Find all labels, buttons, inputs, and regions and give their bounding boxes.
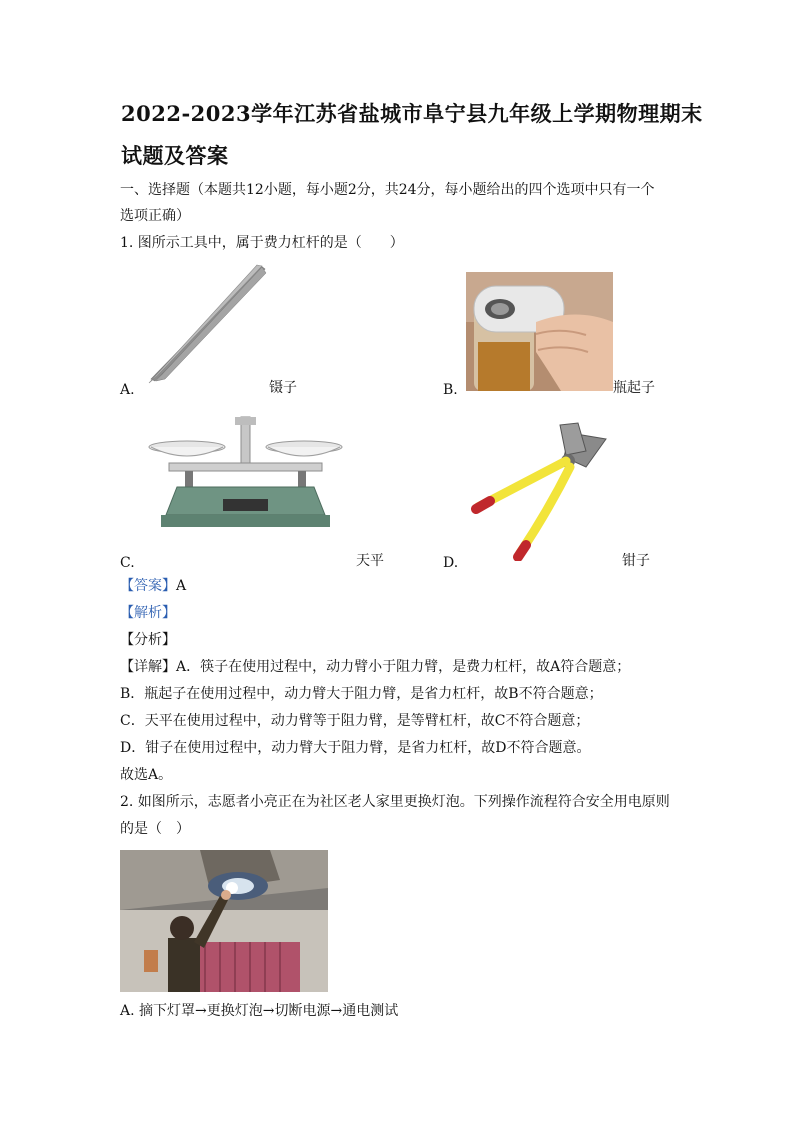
- answer-value: A: [176, 578, 187, 594]
- breakdown-tag: 【分析】: [120, 632, 176, 648]
- option-a-label: 镊子: [269, 380, 297, 396]
- detail-line-c: C．天平在使用过程中，动力臂等于阻力臂，是等臂杠杆，故C不符合题意；: [120, 713, 590, 729]
- question-2-stem-line2: 的是（ ）: [120, 821, 190, 837]
- tweezers-image: [145, 263, 267, 385]
- question-2-stem-line1: 2. 如图所示，志愿者小亮正在为社区老人家里更换灯泡。下列操作流程符合安全用电原则: [120, 794, 670, 810]
- question-1-stem: 1. 图所示工具中，属于费力杠杆的是（ ）: [120, 235, 404, 251]
- option-d-letter: D.: [443, 555, 459, 571]
- balance-scale-image: [147, 415, 344, 535]
- page-title-line1: 2022-2023学年江苏省盐城市阜宁县九年级上学期物理期末: [121, 101, 703, 126]
- pliers-image: [468, 421, 608, 561]
- section-heading-line2: 选项正确）: [120, 208, 190, 224]
- bottle-opener-image: [466, 272, 613, 391]
- volunteer-changing-bulb-photo: [120, 850, 328, 992]
- detail-line-b: B．瓶起子在使用过程中，动力臂大于阻力臂，是省力杠杆，故B不符合题意；: [120, 686, 603, 702]
- option-c-label: 天平: [356, 553, 384, 569]
- analysis-tag: 【解析】: [120, 605, 176, 621]
- conclusion-line: 故选A。: [120, 767, 173, 783]
- option-a-letter: A.: [120, 382, 135, 398]
- detail-tag: 【详解】: [120, 659, 176, 675]
- option-b-label: 瓶起子: [613, 380, 655, 396]
- detail-text-a: A．筷子在使用过程中，动力臂小于阻力臂，是费力杠杆，故A符合题意；: [176, 659, 631, 675]
- section-heading-line1: 一、选择题（本题共12小题，每小题2分，共24分，每小题给出的四个选项中只有一个: [120, 182, 655, 198]
- page-title-line2: 试题及答案: [121, 143, 229, 168]
- answer-tag: 【答案】: [120, 578, 176, 594]
- option-d-label: 钳子: [622, 553, 650, 569]
- answer-line: [120, 576, 186, 596]
- detail-line-a: [120, 657, 630, 677]
- detail-line-d: D．钳子在使用过程中，动力臂大于阻力臂，是省力杠杆，故D不符合题意。: [120, 740, 591, 756]
- option-c-letter: C.: [120, 555, 135, 571]
- option-b-letter: B.: [443, 382, 458, 398]
- question-2-option-a: A. 摘下灯罩→更换灯泡→切断电源→通电测试: [120, 1003, 399, 1019]
